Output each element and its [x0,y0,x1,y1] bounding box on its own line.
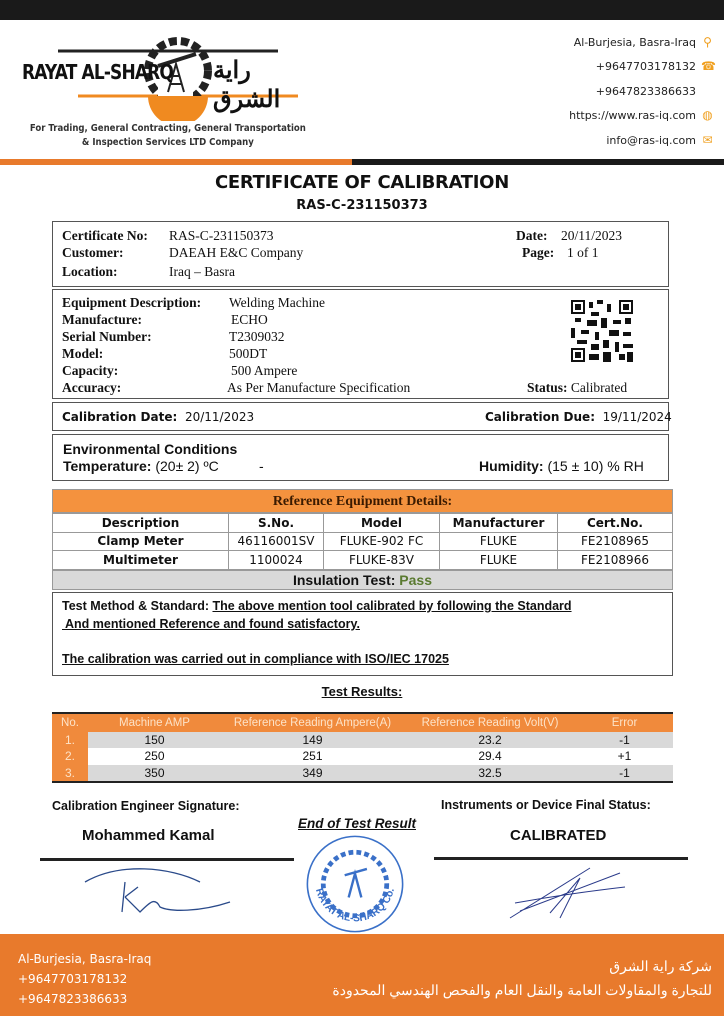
capacity-value: 500 Ampere [231,363,298,378]
final-status-value: CALIBRATED [510,827,607,844]
model-value: 500DT [229,346,268,361]
address-text: Al-Burjesia, Basra-Iraq [573,35,696,49]
label: Location: [62,264,118,279]
label: Manufacture: [62,312,142,327]
cell: 46116001SV [229,532,324,551]
footer-address: Al-Burjesia, Basra-Iraq [18,952,152,966]
contact-info [569,30,714,153]
insulation-test [52,570,673,590]
column-header: No. [52,714,88,732]
cell: FE2108965 [558,532,673,551]
contact-email[interactable] [569,128,714,153]
table-row [53,551,673,570]
cell: FLUKE [440,532,558,551]
label: Test Method & Standard: [62,599,209,613]
location-value: Iraq – Basra [169,264,235,279]
dash: - [259,458,264,474]
company-logo [18,26,318,121]
contact-phone-2 [569,79,714,104]
cell: 29.4 [478,749,502,764]
cell: FLUKE-902 FC [324,532,440,551]
column-header: Model [360,515,403,530]
label: Model: [62,346,104,361]
status-value: Calibrated [570,380,628,395]
compliance-text: The calibration was carried out in compliance with ISO/IEC 17025 [62,652,449,666]
label: Calibration Date: [62,410,178,424]
table-row [52,732,673,748]
table-header-row [52,714,673,732]
contact-website[interactable] [569,104,714,129]
envelope-icon: ✉ [702,132,713,147]
calibration-due: 19/11/2024 [602,410,672,424]
environment-title: Environmental Conditions [63,441,238,457]
cell: 350 [144,765,165,780]
table-row [52,748,673,764]
reference-equipment-table [52,489,673,590]
label: Serial Number: [62,329,152,344]
end-of-results: End of Test Result [298,816,417,831]
divider-black [352,159,724,165]
cell: 349 [302,765,323,780]
cell: 32.5 [478,765,502,780]
cell: -1 [619,733,630,748]
column-header: Cert.No. [586,515,643,530]
label: Capacity: [62,363,119,378]
cert-no-value: RAS-C-231150373 [169,228,274,243]
page-title: CERTIFICATE OF CALIBRATION [215,172,509,193]
test-method-box [52,592,673,676]
logo-text: RAYAT AL-SHARQ [22,60,173,84]
divider-orange [0,159,352,165]
cell: 149 [302,733,323,748]
qr-code [571,300,633,362]
column-header: Reference Reading Ampere(A) [221,714,404,732]
stamp-text: RAYAT AL-SHARQ Co. [313,887,397,925]
test-results-title [0,684,724,699]
reference-title: Reference Equipment Details: [52,489,673,513]
cell: +1 [617,749,632,764]
label: Certificate No: [62,228,148,243]
column-header: Machine AMP [88,714,221,732]
cell: 2. [52,748,88,764]
cell: 150 [144,733,165,748]
certificate-info-box [52,221,669,287]
top-bar [0,0,724,20]
email-link[interactable]: info@ras-iq.com [606,133,696,147]
column-header: Description [101,515,180,530]
label: Page: [522,245,555,260]
signature-line [434,857,688,860]
column-header: Error [576,714,673,732]
footer-arabic-desc: للتجارة والمقاولات العامة والنقل العام والفحص الهندسي المحدودة [332,982,712,998]
company-tagline [18,122,318,150]
equipment-box [52,289,669,399]
method-text: And mentioned Reference and found satisfactory. [62,617,360,631]
footer-arabic-name: شركة راية الشرق [609,958,712,974]
cell: Multimeter [103,552,178,567]
cell: 23.2 [478,733,502,748]
tagline-line: & Inspection Services LTD Company [81,137,254,148]
date-value: 20/11/2023 [561,228,623,243]
cell: FE2108966 [558,551,673,570]
calibration-dates-box [52,402,672,431]
label: Temperature: [63,458,152,474]
title-text: Test Results: [321,684,403,699]
approver-signature [500,863,630,923]
final-status-label: Instruments or Device Final Status: [441,798,651,812]
cell: 251 [302,749,323,764]
accuracy-value: As Per Manufacture Specification [227,380,411,395]
method-text: The above mention tool calibrated by following the Standard [212,599,572,613]
globe-icon: ◍ [702,108,713,123]
table-header-row [53,514,673,533]
column-header: S.No. [257,515,295,530]
location-pin-icon: ⚲ [703,34,712,49]
humidity-value: (15 ± 10) % RH [547,458,644,474]
label: Customer: [62,245,124,260]
label: Date: [516,228,548,243]
footer-phone: +9647823386633 [18,992,128,1006]
cell: 1. [52,732,88,748]
label: Accuracy: [62,380,122,395]
signature-line [40,858,294,861]
phone-text: +9647703178132 [595,60,696,74]
cell: FLUKE [440,551,558,570]
certificate-id: RAS-C-231150373 [296,198,428,213]
cell: Clamp Meter [97,534,184,549]
label: Equipment Description: [62,295,202,310]
phone-icon: ☎ [701,59,716,74]
footer-phone: +9647703178132 [18,972,128,986]
test-results-table [52,712,673,783]
customer-value: DAEAH E&C Company [169,245,304,260]
cell: FLUKE-83V [324,551,440,570]
page-value: 1 of 1 [567,245,599,260]
website-link[interactable]: https://www.ras-iq.com [569,109,696,123]
contact-address [569,30,714,55]
engineer-name: Mohammed Kamal [82,827,215,844]
serial-value: T2309032 [229,329,285,344]
table-row [53,532,673,551]
phone-text: +9647823386633 [595,84,696,98]
logo-arabic: راية الشرق [213,57,281,113]
temperature-value: (20± 2) ºC [155,458,219,474]
company-stamp [305,834,405,934]
insulation-result: Pass [399,571,432,588]
manufacturer-value: ECHO [231,312,268,327]
label: Insulation Test: [292,571,396,588]
contact-phone [569,55,714,80]
cell: 3. [52,765,88,781]
cell: 250 [144,749,165,764]
label: Humidity: [479,458,544,474]
label: Status: [527,380,568,395]
equipment-desc: Welding Machine [229,295,326,310]
calibration-date: 20/11/2023 [184,410,255,424]
engineer-signature [80,862,240,922]
table-row [52,765,673,781]
cell: -1 [619,765,630,780]
engineer-signature-label: Calibration Engineer Signature: [52,799,240,813]
column-header: Manufacturer [452,515,545,530]
label: Calibration Due: [485,410,595,424]
tagline-line: For Trading, General Contracting, General Transportation [29,123,306,134]
column-header: Reference Reading Volt(V) [404,714,576,732]
cell: 1100024 [229,551,324,570]
footer [0,934,724,1016]
environment-box [52,434,669,481]
